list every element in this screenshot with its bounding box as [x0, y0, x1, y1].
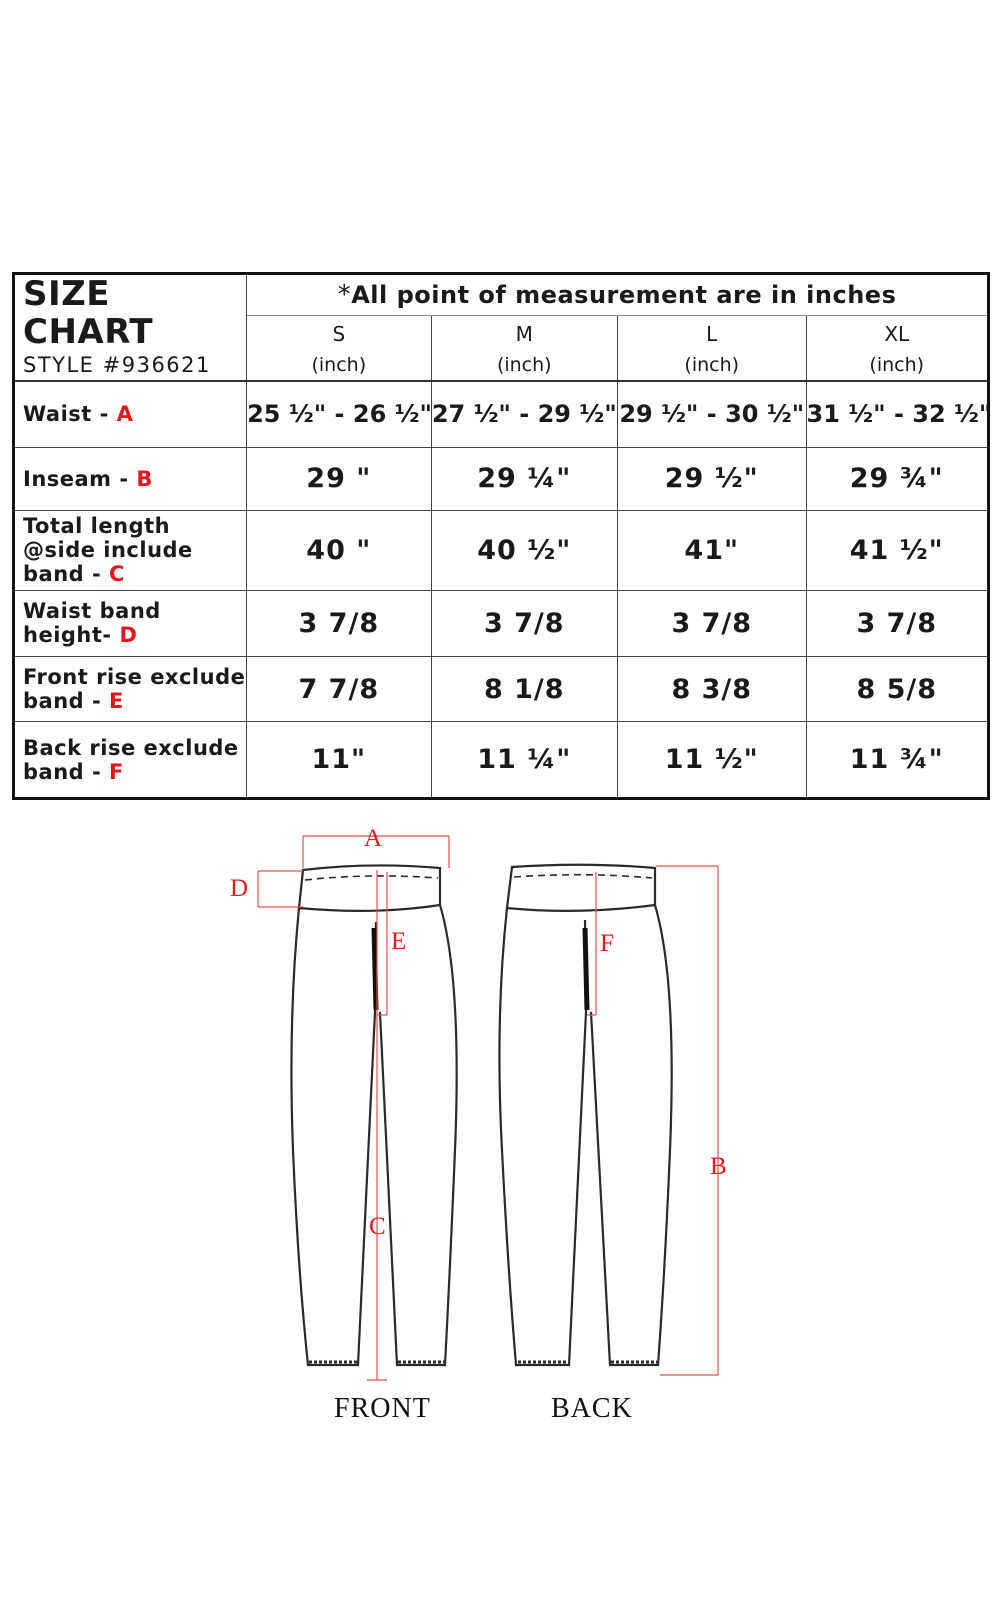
front-leggings-drawing [291, 865, 456, 1365]
measurement-guides [258, 836, 718, 1380]
size-unit: (inch) [869, 354, 925, 377]
table-cell: 41" [618, 510, 807, 591]
table-cell: 7 7/8 [247, 656, 431, 722]
size-header-xl [806, 316, 989, 381]
table-cell: 41 ½" [806, 510, 989, 591]
back-leggings-drawing [499, 865, 671, 1365]
label-b: B [710, 1153, 727, 1180]
table-cell: 11 ¼" [431, 722, 617, 799]
size-unit: (inch) [496, 354, 552, 377]
table-cell: 40 ½" [431, 510, 617, 591]
size-header-l [618, 316, 807, 381]
label-e: E [391, 928, 407, 955]
table-row-total-length [14, 510, 989, 591]
table-cell: 31 ½" - 32 ½" [806, 381, 989, 448]
note-text: All point of measurement are in inches [351, 281, 897, 310]
table-cell: 29 " [247, 447, 431, 510]
chart-title: SIZE CHART [23, 274, 154, 353]
table-cell: 8 3/8 [618, 656, 807, 722]
table-cell: 29 ½" - 30 ½" [618, 381, 807, 448]
size-name: M [515, 322, 533, 347]
table-cell: 29 ¼" [431, 447, 617, 510]
table-cell: 3 7/8 [618, 591, 807, 657]
leggings-measurement-diagram [0, 820, 1000, 1480]
row-label: Total length @side include band - C [14, 510, 247, 591]
table-cell: 8 5/8 [806, 656, 989, 722]
label-a: A [364, 825, 383, 852]
label-c: C [369, 1213, 386, 1240]
table-cell: 3 7/8 [431, 591, 617, 657]
table-row-back-rise [14, 722, 989, 799]
row-label: Front rise exclude band - E [14, 656, 247, 722]
table-cell: 11 ½" [618, 722, 807, 799]
size-chart-table [12, 272, 990, 800]
table-row-waist-band [14, 591, 989, 657]
size-name: XL [884, 322, 910, 347]
table-cell: 3 7/8 [806, 591, 989, 657]
size-name: L [706, 322, 718, 347]
table-row-inseam [14, 447, 989, 510]
table-cell: 25 ½" - 26 ½" [247, 381, 431, 448]
style-number: STYLE #936621 [23, 353, 211, 378]
back-caption: BACK [551, 1393, 633, 1424]
size-name: S [332, 322, 346, 347]
front-caption: FRONT [334, 1393, 431, 1424]
table-cell: 8 1/8 [431, 656, 617, 722]
row-label: Waist - A [14, 381, 247, 448]
table-cell: 3 7/8 [247, 591, 431, 657]
size-unit: (inch) [684, 354, 740, 377]
table-row-waist [14, 381, 989, 448]
label-d: D [230, 875, 249, 902]
label-f: F [600, 930, 614, 957]
row-label: Waist band height- D [14, 591, 247, 657]
row-label: Inseam - B [14, 447, 247, 510]
table-cell: 11 ¾" [806, 722, 989, 799]
size-unit: (inch) [311, 354, 367, 377]
table-cell: 29 ½" [618, 447, 807, 510]
size-header-m [431, 316, 617, 381]
table-row-front-rise [14, 656, 989, 722]
size-header-s [247, 316, 431, 381]
measurement-note [247, 274, 989, 316]
row-label: Back rise exclude band - F [14, 722, 247, 799]
table-cell: 29 ¾" [806, 447, 989, 510]
table-cell: 11" [247, 722, 431, 799]
chart-title-cell [14, 274, 247, 381]
note-asterisk: * [337, 280, 352, 311]
table-cell: 27 ½" - 29 ½" [431, 381, 617, 448]
table-cell: 40 " [247, 510, 431, 591]
